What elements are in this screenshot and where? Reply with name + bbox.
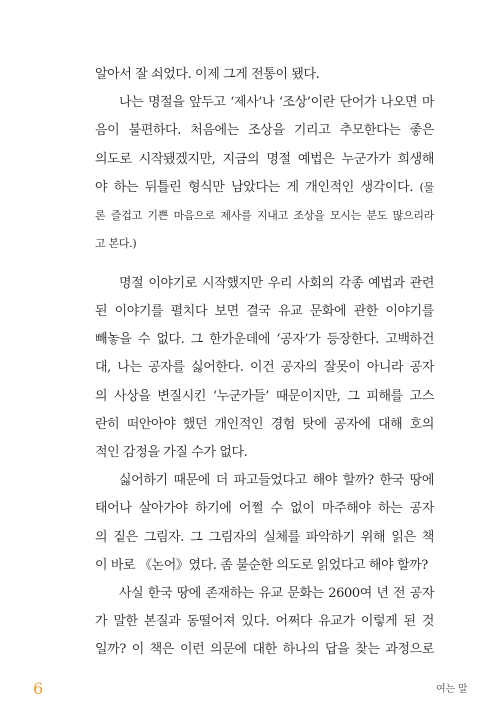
text-line: 의 사상을 변질시킨 ‘누군가들’ 때문이지만, 그 피해를 고스 [95,388,434,404]
paragraph [95,467,434,580]
text-line: 사실 한국 땅에 존재하는 유교 문화는 2600여 년 전 공자 [119,585,434,601]
text-line: 의도로 시작됐겠지만, 지금의 명절 예법은 누군가가 희생해 [95,151,434,167]
aside-line: 고 본다.) [95,237,137,251]
aside-line: 론 즐겁고 기쁜 마음으로 제사를 지내고 조상을 모시는 분도 많으리라 [95,208,434,222]
text-line: 대, 나는 공자를 싫어한다. 이건 공자의 잘못이 아니라 공자 [95,360,434,376]
text-line: 나는 명절을 앞두고 ‘제사’나 ‘조상’이란 단어가 나오면 마 [119,95,434,111]
text-line: 이 바로 《논어》였다. 좀 불순한 의도로 읽었다고 해야 할까? [95,557,428,573]
text-line: 일까? 이 책은 이런 의문에 대한 하나의 답을 찾는 과정으로 [95,642,434,658]
text-line: 가 말한 본질과 동떨어져 있다. 어쩌다 유교가 이렇게 된 것 [95,614,434,630]
page-number: 6 [33,679,44,698]
text-line: 빼놓을 수 없다. 그 한가운데에 ‘공자’가 등장한다. 고백하건 [95,332,434,348]
running-head: 여는 말 [436,684,468,695]
text-line: 싫어하기 때문에 더 파고들었다고 해야 할까? 한국 땅에 [119,473,434,489]
text-line: 음이 불편하다. 처음에는 조상을 기리고 추모한다는 좋은 [95,123,434,139]
paragraph [95,270,434,467]
text-line: 의 짙은 그림자. 그 그림자의 실체를 파악하기 위해 읽은 책 [95,529,434,545]
paragraph [95,89,434,258]
text-line: 적인 감정을 가질 수가 없다. [95,445,248,461]
text-line: 된 이야기를 펼치다 보면 결국 유교 문화에 관한 이야기를 [95,304,434,320]
text-line: 태어나 살아가야 하기에 어쩔 수 없이 마주해야 하는 공자 [95,501,434,517]
aside-text: (물 [419,180,434,194]
text-line: 알아서 잘 쇠었다. 이제 그게 전통이 됐다. [95,67,320,82]
text-line: 명절 이야기로 시작했지만 우리 사회의 각종 예법과 관련 [119,275,434,291]
paragraph [95,580,434,665]
paragraph [95,61,434,89]
text-line: 란히 떠안아야 했던 개인적인 경험 탓에 공자에 대해 호의 [95,416,434,432]
text-line [95,174,434,202]
body-text [95,61,434,665]
text-run: 야 하는 뒤틀린 형식만 남았다는 게 개인적인 생각이다. [95,179,413,195]
